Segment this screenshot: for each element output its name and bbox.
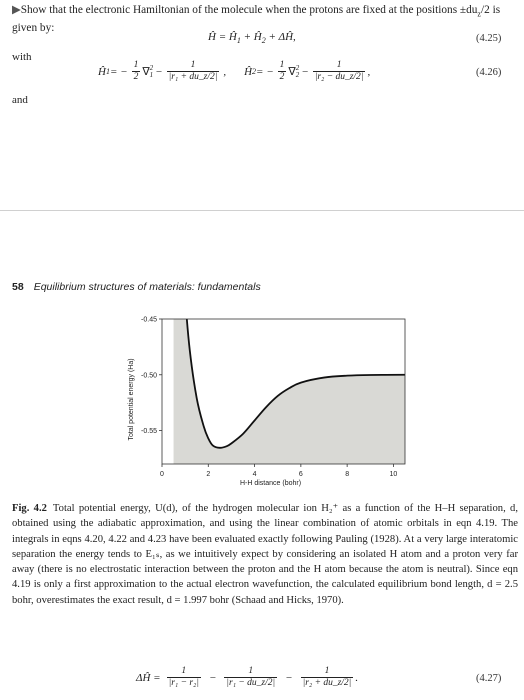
nabla-1-indices bbox=[150, 65, 154, 79]
equation-4-26: Ĥ 1 = − $\frac{1}{2}$ ∇ 2 1 − $\frac{1}{\text{|r₁ + du\_z/2|}}$ , Ĥ 2 = − $\frac{1}{2}$ ∇ 2 2 − $\frac{1}{\text{|r₂ − du\_z/2|}}$ , bbox=[98, 60, 371, 82]
h1-sub: 1 bbox=[105, 67, 110, 76]
coulomb-den-1: |r₁ + du_z/2| bbox=[168, 72, 218, 82]
eq427-fraction-3 bbox=[301, 666, 354, 689]
eq427-den-2: |r₁ − du_z/2| bbox=[226, 678, 276, 688]
eq427-lhs: ΔĤ = bbox=[136, 671, 161, 684]
eq427-den-1: |r₁ − r₂| bbox=[168, 678, 199, 688]
eq425-lhs: Ĥ = Ĥ bbox=[208, 31, 237, 43]
coulomb-den-2: |r₂ − du_z/2| bbox=[314, 72, 364, 82]
equation-number-4-26: (4.26) bbox=[476, 67, 502, 78]
half-fraction-1 bbox=[132, 60, 141, 83]
eq427-num-2: 1 bbox=[248, 666, 254, 676]
nabla-2: ∇ bbox=[288, 66, 296, 78]
x-tick-label: 8 bbox=[345, 471, 350, 478]
nabla-2-sub: 2 bbox=[295, 70, 300, 79]
nabla-1-sub: 1 bbox=[149, 70, 154, 79]
running-head-title: Equilibrium structures of materials: fundamentals bbox=[33, 281, 261, 293]
half-num-1: 1 bbox=[133, 60, 139, 70]
nabla-2-indices bbox=[296, 65, 300, 79]
coulomb-fraction-2 bbox=[313, 60, 366, 83]
figure-label: Fig. 4.2 bbox=[12, 503, 47, 514]
half-fraction-2 bbox=[278, 60, 287, 83]
equation-4-25 bbox=[208, 31, 296, 45]
h1-eq: = − bbox=[109, 65, 128, 78]
triangle-marker-icon: ▶ bbox=[12, 4, 21, 16]
minus-1: − bbox=[155, 65, 163, 78]
eq427-num-1: 1 bbox=[181, 666, 187, 676]
y-tick-label: -0.50 bbox=[141, 372, 157, 380]
caption-text: Total potential energy, U(d), of the hydrogen molecular ion H₂⁺ as a function of the H–H separation, d, obtained using the adiabatic approximation, and using the linear combination of atomic orbitals in eqn 4.19. The integrals in eqns 4.20, 4.22 and 4.23 have been evaluated exactly following Pauling (1928). At a very large interatomic separation the energy tends to E₁ₛ, as we intuitively expect by considering an isolated H atom and a proton very far away (there is no electrostatic interaction between the proton and the H atom because the atom is neutral). Since eqn 4.19 is only a first approximation to the actual electron wavefunction, the calculated equilibrium bond length, d = 2.5 bohr, overestimates the exact result, d = 1.997 bohr (Schaad and Hicks, 1970). bbox=[12, 503, 518, 606]
half-den-2: 2 bbox=[279, 72, 285, 82]
x-tick-label: 10 bbox=[389, 471, 398, 478]
eq425-rest: + ΔĤ, bbox=[265, 31, 296, 43]
eq425-sub1: 1 bbox=[236, 36, 241, 46]
eq427-tail: . bbox=[355, 671, 359, 684]
x-tick-label: 2 bbox=[206, 471, 211, 478]
minus-2: − bbox=[301, 65, 309, 78]
h2-sub: 2 bbox=[252, 67, 257, 76]
area-fill bbox=[174, 310, 405, 464]
page-number: 58 bbox=[12, 281, 24, 293]
nabla-1-sup: 2 bbox=[149, 63, 154, 72]
potential-energy-chart bbox=[0, 310, 524, 490]
x-axis-label: H-H distance (bohr) bbox=[239, 480, 302, 487]
half-num-2: 1 bbox=[279, 60, 285, 70]
eq425-plus: + Ĥ bbox=[240, 31, 262, 43]
page-divider bbox=[0, 210, 524, 211]
x-tick-label: 6 bbox=[298, 471, 303, 478]
h1-lhs: Ĥ bbox=[98, 65, 106, 78]
running-head bbox=[12, 281, 261, 293]
y-tick-label: -0.45 bbox=[141, 316, 157, 324]
nabla-1: ∇ bbox=[142, 66, 150, 78]
figure-caption bbox=[12, 501, 518, 608]
equation-4-27 bbox=[136, 666, 358, 689]
eq425-sub2: 2 bbox=[261, 36, 266, 46]
y-axis-label: Total potential energy (Ha) bbox=[128, 358, 135, 441]
intro-text: Show that the electronic Hamiltonian of the molecule when the protons are fixed at the positions ±du bbox=[20, 4, 478, 16]
eq427-num-3: 1 bbox=[324, 666, 330, 676]
eq427-minus-1: − bbox=[208, 671, 217, 684]
coulomb-fraction-1 bbox=[167, 60, 220, 83]
intro-subscript: z bbox=[477, 9, 481, 19]
y-tick-label: -0.55 bbox=[141, 428, 157, 436]
eq427-fraction-1 bbox=[167, 666, 201, 689]
eq427-minus-2: − bbox=[285, 671, 293, 684]
x-tick-label: 0 bbox=[160, 471, 164, 478]
equation-number-4-25: (4.25) bbox=[476, 33, 502, 44]
half-den-1: 2 bbox=[133, 72, 139, 82]
eq427-den-3: |r₂ + du_z/2| bbox=[302, 678, 352, 688]
with-label: with bbox=[12, 51, 32, 63]
x-tick-label: 4 bbox=[252, 471, 257, 478]
h2-lhs: Ĥ bbox=[244, 65, 253, 78]
eq427-fraction-2 bbox=[224, 666, 277, 689]
intro-tail: /2 is given by: bbox=[12, 4, 501, 35]
coulomb-num-2: 1 bbox=[336, 60, 342, 70]
equation-number-4-27: (4.27) bbox=[476, 673, 502, 684]
nabla-2-sup: 2 bbox=[295, 63, 300, 72]
and-label: and bbox=[12, 94, 28, 106]
h2-eq: = − bbox=[256, 65, 274, 78]
coulomb-num-1: 1 bbox=[190, 60, 196, 70]
